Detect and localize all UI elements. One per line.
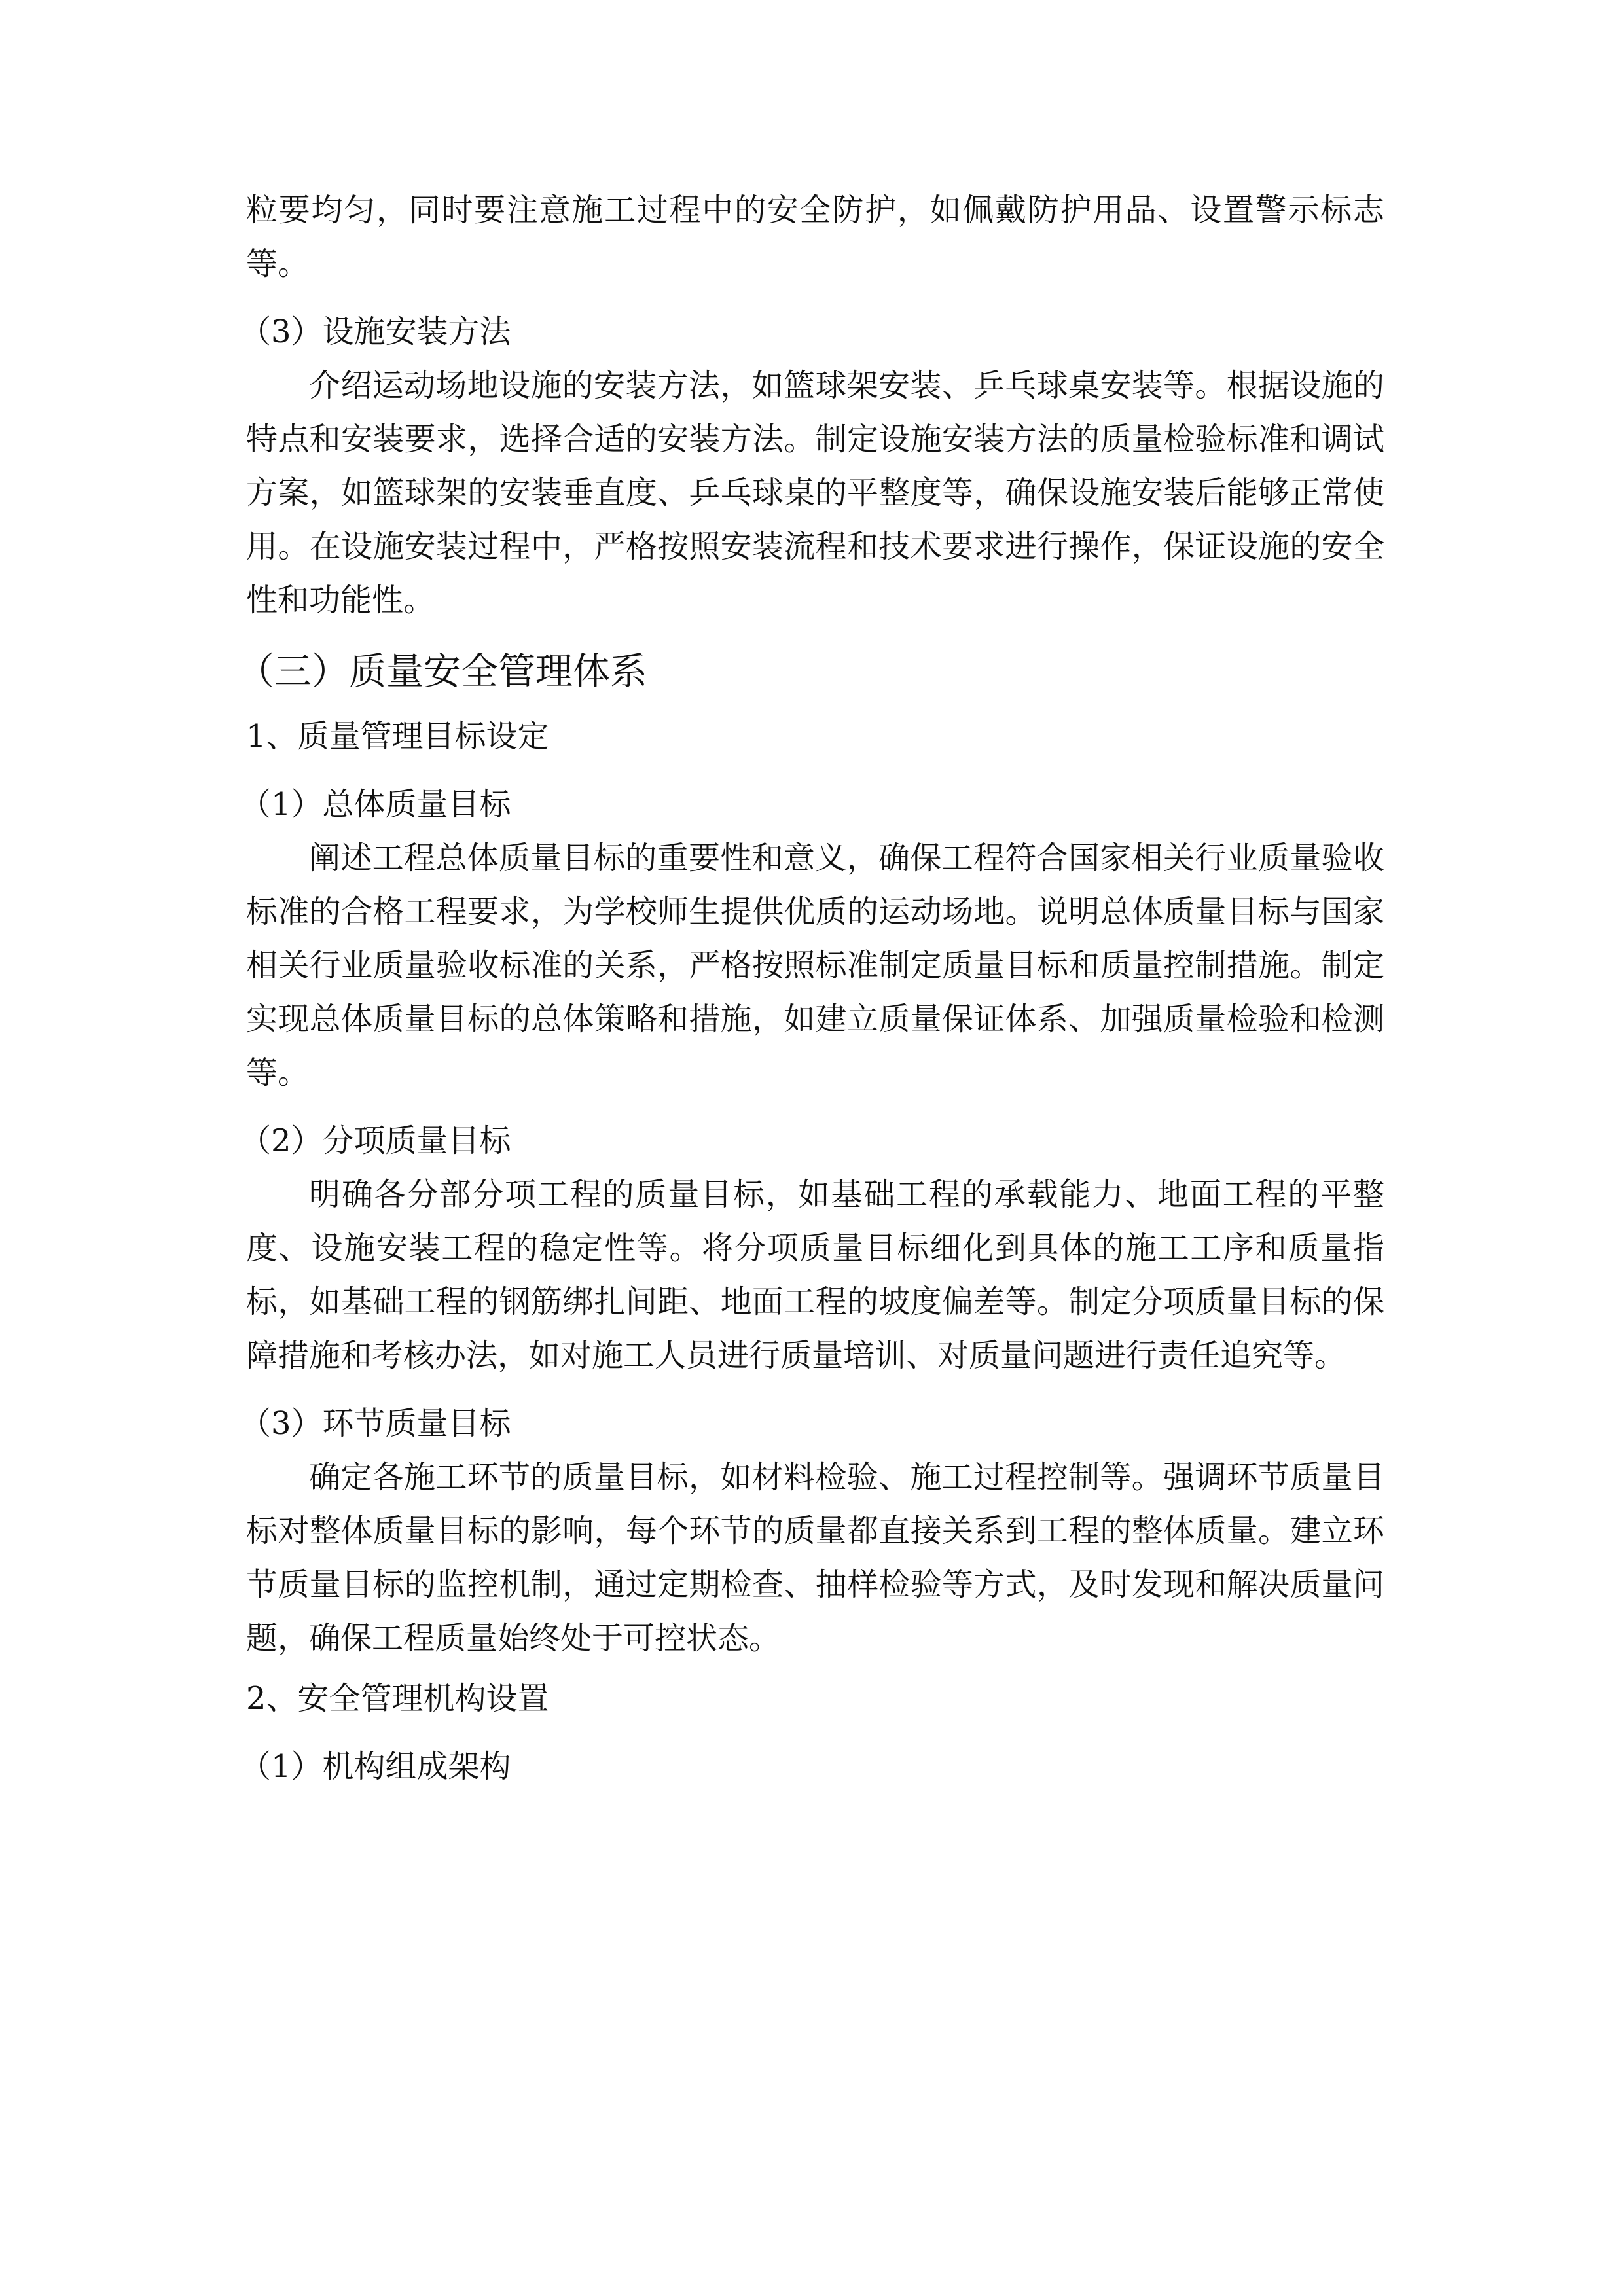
heading-safety-org: 2、安全管理机构设置	[246, 1680, 549, 1717]
subheading-org-structure: （1）机构组成架构	[240, 1748, 511, 1785]
paragraph-facility-install: 介绍运动场地设施的安装方法，如篮球架安装、乒乓球桌安装等。根据设施的特点和安装要求，选择合适的安装方法。制定设施安装方法的质量检验标准和调试方案，如篮球架的安装垂直度、乒乓球桌的平整度等，确保设施安装后能够正常使用。在设施安装过程中，严格按照安装流程和技术要求进行操作，保证设施的安全性和功能性。	[246, 367, 1384, 619]
paragraph-continued: 粒要均匀，同时要注意施工过程中的安全防护，如佩戴防护用品、设置警示标志等。	[246, 192, 1384, 282]
section-heading-quality-safety: （三）质量安全管理体系	[237, 650, 647, 693]
subheading-overall-goal: （1）总体质量目标	[240, 786, 511, 823]
paragraph-overall-goal: 阐述工程总体质量目标的重要性和意义，确保工程符合国家相关行业质量验收标准的合格工程要求，为学校师生提供优质的运动场地。说明总体质量目标与国家相关行业质量验收标准的关系，严格按照标准制定质量目标和质量控制措施。制定实现总体质量目标的总体策略和措施，如建立质量保证体系、加强质量检验和检测等。	[246, 840, 1384, 1091]
document-page	[237, 183, 1384, 1793]
subheading-stage-goal: （3）环节质量目标	[240, 1405, 511, 1442]
subheading-facility-install: （3）设施安装方法	[240, 314, 511, 350]
subheading-item-goal: （2）分项质量目标	[240, 1122, 511, 1159]
paragraph-item-goal: 明确各分部分项工程的质量目标，如基础工程的承载能力、地面工程的平整度、设施安装工程的稳定性等。将分项质量目标细化到具体的施工工序和质量指标，如基础工程的钢筋绑扎间距、地面工程的坡度偏差等。制定分项质量目标的保障措施和考核办法，如对施工人员进行质量培训、对质量问题进行责任追究等。	[246, 1176, 1384, 1374]
paragraph-stage-goal: 确定各施工环节的质量目标，如材料检验、施工过程控制等。强调环节质量目标对整体质量目标的影响，每个环节的质量都直接关系到工程的整体质量。建立环节质量目标的监控机制，通过定期检查、抽样检验等方式，及时发现和解决质量问题，确保工程质量始终处于可控状态。	[246, 1459, 1384, 1657]
heading-quality-goals: 1、质量管理目标设定	[246, 718, 549, 755]
